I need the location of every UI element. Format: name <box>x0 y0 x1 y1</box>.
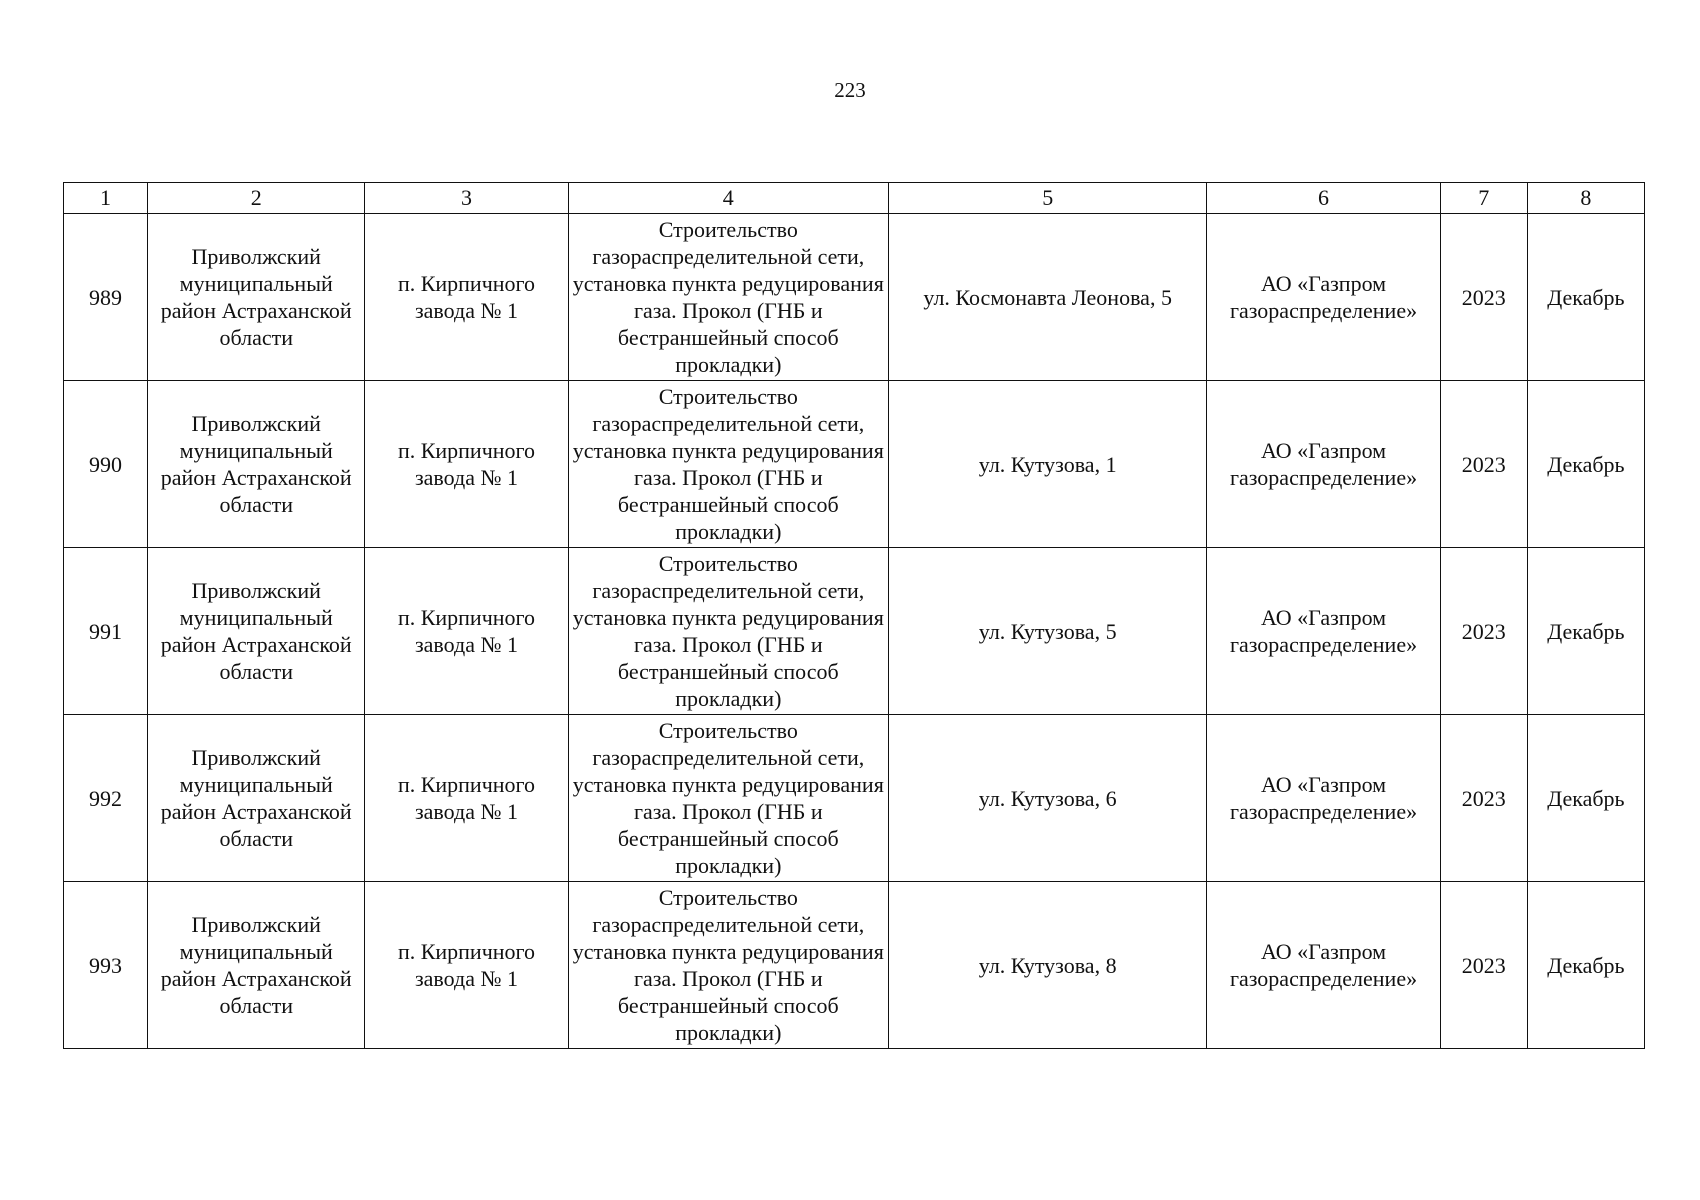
cell-number: 993 <box>64 882 148 1049</box>
cell-organization: АО «Газпром газораспределение» <box>1207 381 1440 548</box>
column-header-5: 5 <box>889 183 1207 214</box>
column-header-8: 8 <box>1527 183 1644 214</box>
table-row <box>64 715 1645 882</box>
cell-month: Декабрь <box>1527 381 1644 548</box>
cell-month: Декабрь <box>1527 715 1644 882</box>
cell-address: ул. Космонавта Леонова, 5 <box>889 214 1207 381</box>
cell-work-description: Строительство газораспределительной сети, установка пункта редуцирования газа. Прокол (ГНБ и бестраншейный способ прокладки) <box>568 381 888 548</box>
cell-work-description: Строительство газораспределительной сети, установка пункта редуцирования газа. Прокол (ГНБ и бестраншейный способ прокладки) <box>568 882 888 1049</box>
cell-number: 990 <box>64 381 148 548</box>
cell-district: Приволжский муниципальный район Астраханской области <box>148 548 365 715</box>
cell-number: 992 <box>64 715 148 882</box>
cell-organization: АО «Газпром газораспределение» <box>1207 715 1440 882</box>
cell-organization: АО «Газпром газораспределение» <box>1207 882 1440 1049</box>
header-row <box>64 183 1645 214</box>
cell-month: Декабрь <box>1527 548 1644 715</box>
cell-month: Декабрь <box>1527 214 1644 381</box>
column-header-4: 4 <box>568 183 888 214</box>
table-row <box>64 882 1645 1049</box>
column-header-7: 7 <box>1440 183 1527 214</box>
cell-address: ул. Кутузова, 8 <box>889 882 1207 1049</box>
cell-year: 2023 <box>1440 715 1527 882</box>
cell-district: Приволжский муниципальный район Астраханской области <box>148 882 365 1049</box>
cell-work-description: Строительство газораспределительной сети, установка пункта редуцирования газа. Прокол (ГНБ и бестраншейный способ прокладки) <box>568 715 888 882</box>
cell-year: 2023 <box>1440 882 1527 1049</box>
table-row <box>64 548 1645 715</box>
cell-year: 2023 <box>1440 548 1527 715</box>
cell-settlement: п. Кирпичного завода № 1 <box>365 381 568 548</box>
cell-month: Декабрь <box>1527 882 1644 1049</box>
column-header-1: 1 <box>64 183 148 214</box>
cell-settlement: п. Кирпичного завода № 1 <box>365 715 568 882</box>
data-table <box>63 182 1645 1049</box>
cell-organization: АО «Газпром газораспределение» <box>1207 548 1440 715</box>
cell-settlement: п. Кирпичного завода № 1 <box>365 214 568 381</box>
cell-work-description: Строительство газораспределительной сети, установка пункта редуцирования газа. Прокол (ГНБ и бестраншейный способ прокладки) <box>568 214 888 381</box>
page-number: 223 <box>834 78 866 102</box>
cell-address: ул. Кутузова, 5 <box>889 548 1207 715</box>
cell-district: Приволжский муниципальный район Астраханской области <box>148 715 365 882</box>
cell-address: ул. Кутузова, 6 <box>889 715 1207 882</box>
cell-organization: АО «Газпром газораспределение» <box>1207 214 1440 381</box>
cell-number: 991 <box>64 548 148 715</box>
table-row <box>64 381 1645 548</box>
table-row <box>64 214 1645 381</box>
cell-district: Приволжский муниципальный район Астраханской области <box>148 214 365 381</box>
cell-year: 2023 <box>1440 214 1527 381</box>
column-header-3: 3 <box>365 183 568 214</box>
column-header-2: 2 <box>148 183 365 214</box>
cell-settlement: п. Кирпичного завода № 1 <box>365 882 568 1049</box>
cell-number: 989 <box>64 214 148 381</box>
cell-settlement: п. Кирпичного завода № 1 <box>365 548 568 715</box>
cell-district: Приволжский муниципальный район Астраханской области <box>148 381 365 548</box>
cell-address: ул. Кутузова, 1 <box>889 381 1207 548</box>
cell-work-description: Строительство газораспределительной сети, установка пункта редуцирования газа. Прокол (ГНБ и бестраншейный способ прокладки) <box>568 548 888 715</box>
cell-year: 2023 <box>1440 381 1527 548</box>
column-header-6: 6 <box>1207 183 1440 214</box>
